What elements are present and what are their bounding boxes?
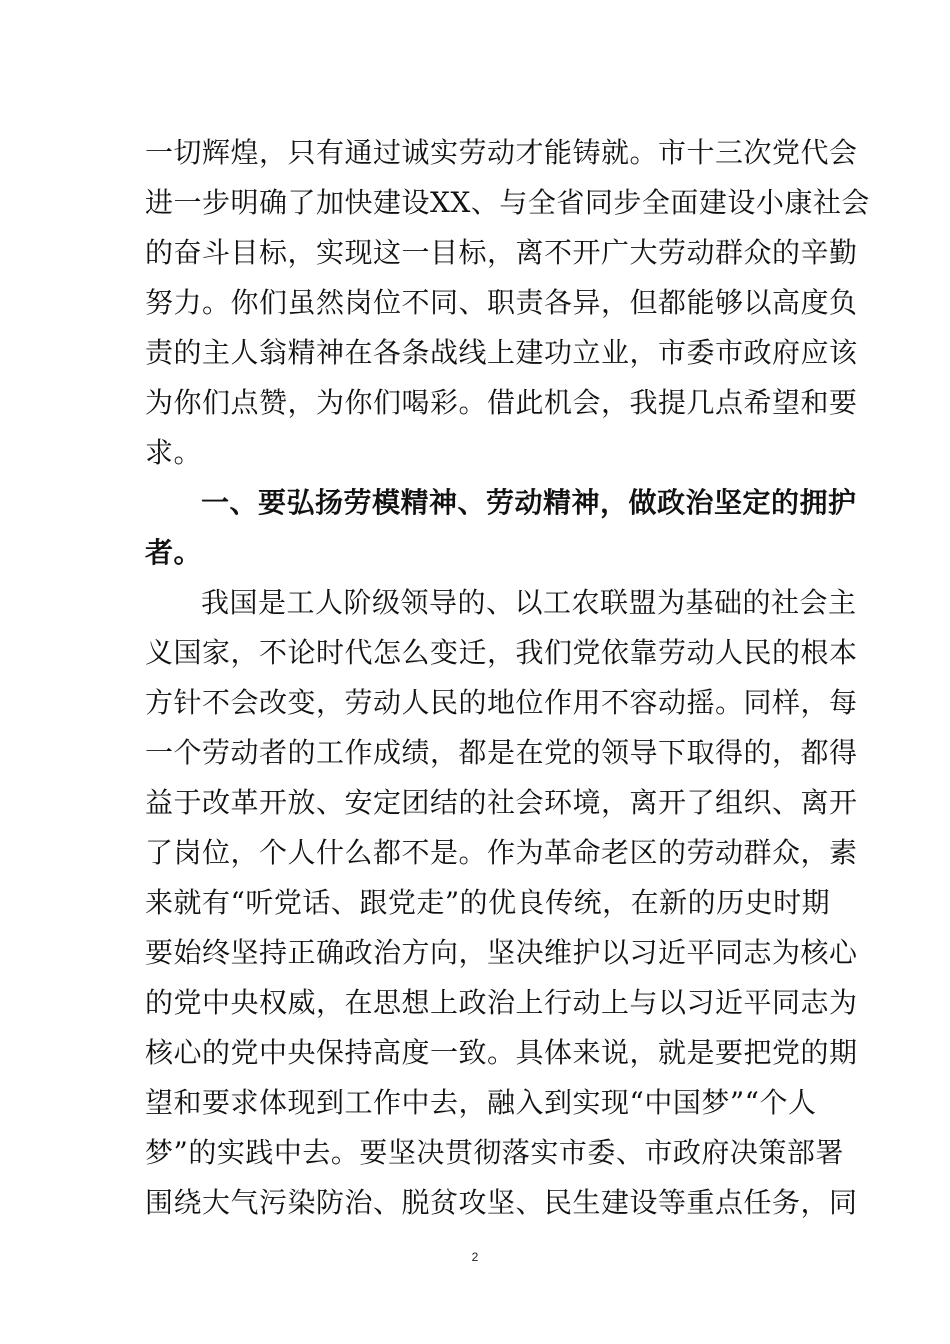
text-line: 一切辉煌，只有通过诚实劳动才能铸就。市十三次党代会	[145, 136, 858, 169]
text-line: 益于改革开放、安定团结的社会环境，离开了组织、离开	[145, 786, 858, 819]
heading-line: 一、要弘扬劳模精神、劳动精神，做政治坚定的拥护	[201, 486, 857, 519]
section-heading-1	[145, 478, 857, 578]
text-line: 我国是工人阶级领导的、以工农联盟为基础的社会主	[201, 586, 857, 619]
text-line: 进一步明确了加快建设XX、与全省同步全面建设小康社会	[145, 186, 870, 219]
text-line: 的党中央权威，在思想上政治上行动上与以习近平同志为	[145, 986, 858, 1019]
paragraph-2	[145, 578, 858, 1228]
text-line: 的奋斗目标，实现这一目标，离不开广大劳动群众的辛勤	[145, 236, 858, 269]
text-line: 来就有“听党话、跟党走”的优良传统，在新的历史时期	[145, 886, 831, 919]
text-line: 为你们点赞，为你们喝彩。借此机会，我提几点希望和要	[145, 386, 858, 419]
heading-line: 者。	[145, 536, 203, 569]
page-number: 2	[471, 1250, 479, 1264]
text-line: 努力。你们虽然岗位不同、职责各异，但都能够以高度负	[145, 286, 858, 319]
body-text	[145, 128, 870, 1228]
text-line: 了岗位，个人什么都不是。作为革命老区的劳动群众，素	[145, 836, 858, 869]
paragraph-1	[145, 128, 870, 478]
text-line: 方针不会改变，劳动人民的地位作用不容动摇。同样，每	[145, 686, 858, 719]
text-line: 梦”的实践中去。要坚决贯彻落实市委、市政府决策部署	[145, 1136, 844, 1169]
text-line: 责的主人翁精神在各条战线上建功立业，市委市政府应该	[145, 336, 858, 369]
text-line: 核心的党中央保持高度一致。具体来说，就是要把党的期	[145, 1036, 858, 1069]
text-line: 一个劳动者的工作成绩，都是在党的领导下取得的，都得	[145, 736, 858, 769]
text-line: 要始终坚持正确政治方向，坚决维护以习近平同志为核心	[145, 936, 858, 969]
text-line: 求。	[145, 436, 203, 469]
text-line: 义国家，不论时代怎么变迁，我们党依靠劳动人民的根本	[145, 636, 858, 669]
text-line: 围绕大气污染防治、脱贫攻坚、民生建设等重点任务，同	[145, 1186, 858, 1219]
text-line: 望和要求体现到工作中去，融入到实现“中国梦”“个人	[145, 1086, 817, 1119]
